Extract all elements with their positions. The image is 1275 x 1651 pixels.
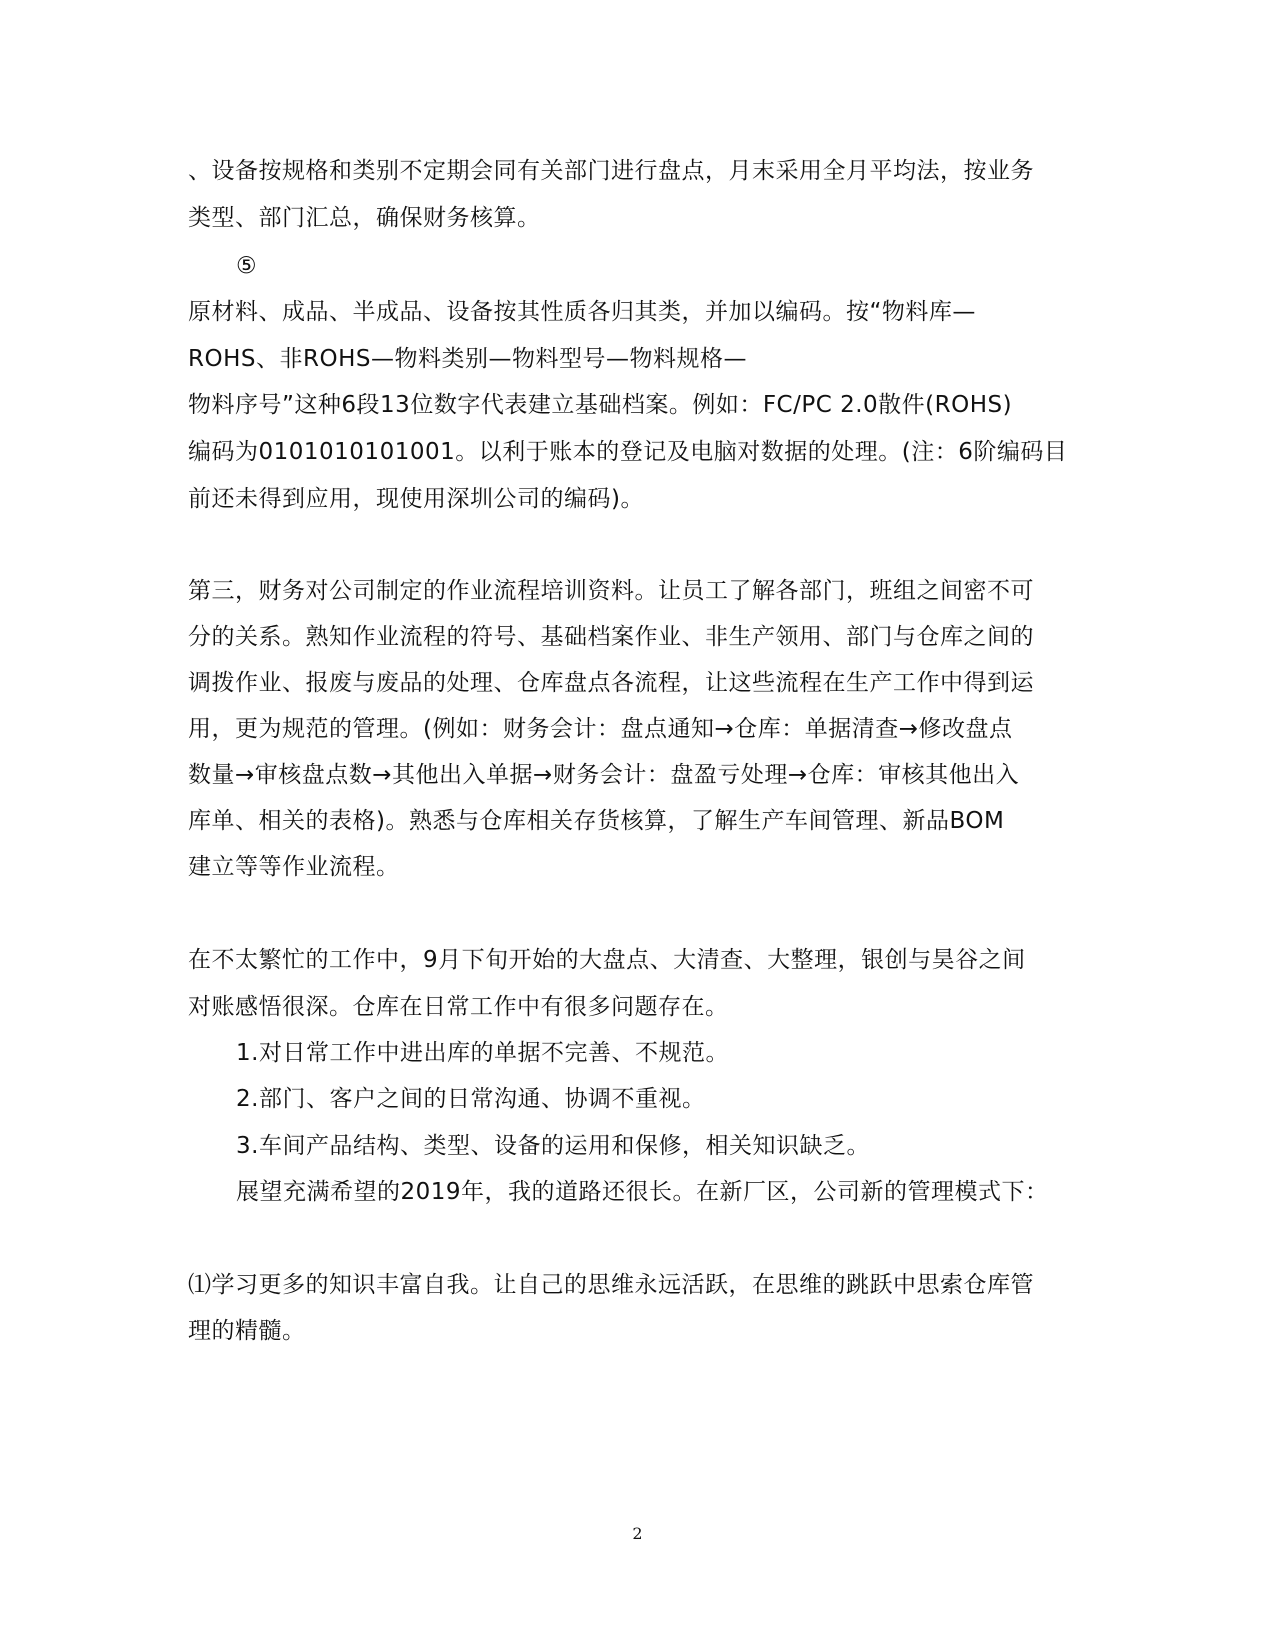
- paragraph-line: 对账感悟很深。仓库在日常工作中有很多问题存在。: [188, 994, 729, 1020]
- paragraph-line: 原材料、成品、半成品、设备按其性质各归其类，并加以编码。按“物料库—: [188, 299, 976, 325]
- page-number: 2: [632, 1524, 643, 1543]
- paragraph-line: 在不太繁忙的工作中，9月下旬开始的大盘点、大清查、大整理，银创与昊谷之间: [188, 947, 1026, 973]
- paragraph-line: 第三，财务对公司制定的作业流程培训资料。让员工了解各部门，班组之间密不可: [188, 578, 1034, 604]
- paragraph-line: 库单、相关的表格)。熟悉与仓库相关存货核算，了解生产车间管理、新品BOM: [188, 808, 1005, 834]
- paragraph-line: ROHS、非ROHS—物料类别—物料型号—物料规格—: [188, 346, 747, 372]
- paragraph-line: 编码为0101010101001。以利于账本的登记及电脑对数据的处理。(注：6阶编码目: [188, 439, 1068, 465]
- paragraph-line: 物料序号”这种6段13位数字代表建立基础档案。例如：FC/PC 2.0散件(ROHS): [188, 392, 1013, 418]
- list-item: 3.车间产品结构、类型、设备的运用和保修，相关知识缺乏。: [236, 1133, 870, 1159]
- paragraph-line: 展望充满希望的2019年，我的道路还很长。在新厂区，公司新的管理模式下：: [236, 1179, 1049, 1205]
- list-item: ⑴学习更多的知识丰富自我。让自己的思维永远活跃，在思维的跳跃中思索仓库管: [188, 1272, 1034, 1298]
- paragraph-line: 建立等等作业流程。: [188, 854, 400, 880]
- paragraph-line: 前还未得到应用，现使用深圳公司的编码)。: [188, 486, 644, 512]
- paragraph-line: 用，更为规范的管理。(例如：财务会计：盘点通知→仓库：单据清查→修改盘点: [188, 716, 1013, 742]
- paragraph-line: 数量→审核盘点数→其他出入单据→财务会计：盘盈亏处理→仓库：审核其他出入: [188, 762, 1020, 788]
- list-item: 2.部门、客户之间的日常沟通、协调不重视。: [236, 1086, 706, 1112]
- paragraph-line: 分的关系。熟知作业流程的符号、基础档案作业、非生产领用、部门与仓库之间的: [188, 624, 1034, 650]
- paragraph-line: 类型、部门汇总，确保财务核算。: [188, 205, 541, 231]
- list-item: 1.对日常工作中进出库的单据不完善、不规范。: [236, 1040, 729, 1066]
- paragraph-line: 理的精髓。: [188, 1318, 306, 1344]
- paragraph-line: 调拨作业、报废与废品的处理、仓库盘点各流程，让这些流程在生产工作中得到运: [188, 670, 1034, 696]
- list-marker: ⑤: [236, 253, 258, 279]
- paragraph-line: 、设备按规格和类别不定期会同有关部门进行盘点，月末采用全月平均法，按业务: [188, 158, 1034, 184]
